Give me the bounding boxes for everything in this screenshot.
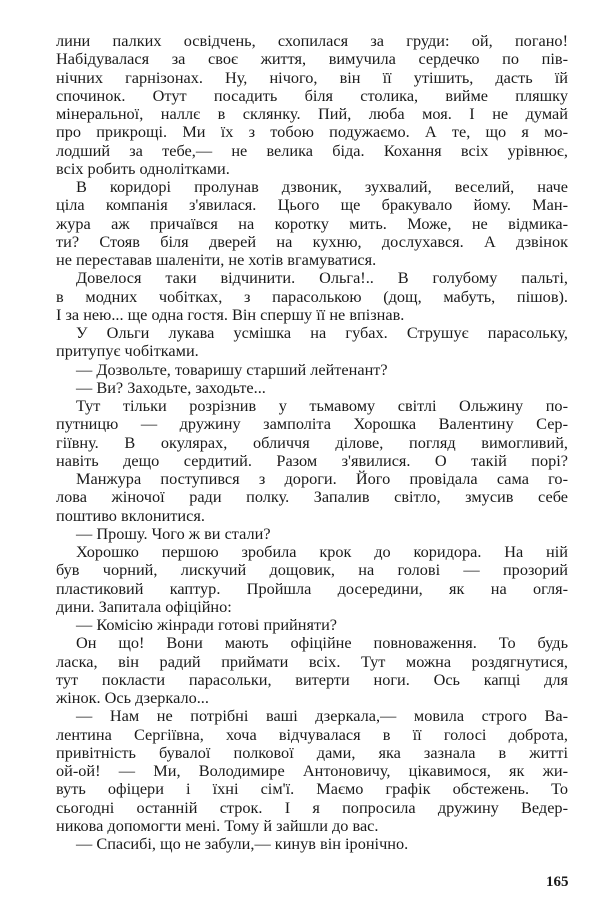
- text-line: поштиво вклонитися.: [56, 505, 205, 525]
- text-line: — Ви? Заходьте, заходьте...: [76, 377, 266, 397]
- text-line: не переставав шаленіти, не хотів вгамуватися.: [56, 250, 377, 269]
- text-line: Хорошко першою зробила крок до коридора. На ній: [76, 542, 568, 561]
- text-line: пластиковий каптур. Пройшла досередини, як на огля-: [56, 578, 568, 598]
- text-line: спочинок. Отут посадить біля столика, вийме пляшку: [56, 85, 568, 105]
- body-text: [56, 32, 568, 853]
- text-line: навіть дещо сердитий. Разом з'явилися. О такій порі?: [56, 450, 568, 470]
- text-line: про прикрощі. Ми їх з тобою подужаємо. А те, що я мо-: [56, 122, 568, 142]
- text-line: був чорний, лискучий дощовик, на голові — прозорий: [56, 560, 568, 580]
- text-line: — Комісію жінради готові прийняти?: [76, 615, 338, 634]
- text-line: ціла компанія з'явилася. Цього ще бракувало йому. Ман-: [56, 195, 568, 215]
- text-line: І за нею... ще одна гостя. Він спершу її не впізнав.: [56, 304, 405, 324]
- text-line: — Дозвольте, товаришу старший лейтенант?: [76, 359, 388, 379]
- text-line: путницю — дружину замполіта Хорошка Валентину Сер-: [56, 414, 568, 434]
- text-line: — Нам не потрібні ваші дзеркала,— мовила строго Ва-: [76, 706, 568, 726]
- text-line: никова допомогти мені. Тому й зайшли до вас.: [56, 815, 379, 835]
- text-line: В коридорі пролунав дзвоник, зухвалий, веселий, наче: [76, 177, 568, 196]
- text-line: — Спасибі, що не забули,— кинув він іронічно.: [76, 834, 409, 853]
- text-line: дини. Запитала офіційно:: [56, 596, 232, 616]
- text-line: Набідувалася за своє життя, вимучила сердечко по пів-: [56, 49, 568, 69]
- text-line: гіївну. В окулярах, обличчя ділове, погляд вимогливий,: [56, 432, 568, 452]
- text-line: лодший за тебе,— не велика біда. Кохання всіх урівнює,: [56, 140, 568, 160]
- text-line: лова жіночої ради полку. Запалив світло, змусив себе: [56, 487, 568, 507]
- text-line: жура аж причаївся на коротку мить. Може, не відмика-: [56, 213, 568, 233]
- text-line: нічних гарнізонах. Ну, нічого, він її утішить, дасть їй: [56, 67, 568, 87]
- text-line: жінок. Ось дзеркало...: [56, 688, 209, 707]
- text-line: притупує чобітками.: [56, 341, 199, 361]
- text-line: ой-ой! — Ми, Володимире Антоновичу, цікавимося, як жи-: [56, 761, 568, 780]
- text-line: сьогодні останній строк. І я попросила дружину Ведер-: [56, 797, 568, 817]
- text-line: ти? Стояв біля дверей на кухню, дослухався. А дзвінок: [56, 231, 568, 251]
- text-line: — Прошу. Чого ж ви стали?: [76, 523, 271, 543]
- text-line: мінеральної, наллє в склянку. Пий, люба моя. І не думай: [56, 104, 568, 123]
- text-line: тут покласти парасольки, витерти ноги. Ось капці для: [56, 669, 568, 689]
- text-line: привітність бувалої полкової дами, яка зазнала в житті: [56, 742, 568, 762]
- text-line: Довелося таки відчинити. Ольга!.. В голубому пальті,: [76, 268, 568, 288]
- text-line: Манжура поступився з дороги. Його провідала сама го-: [76, 469, 568, 488]
- text-line: У Ольги лукава усмішка на губах. Струшує парасольку,: [76, 323, 568, 342]
- text-line: Он що! Вони мають офіційне повноваження. То будь: [76, 633, 568, 653]
- page-number: 165: [546, 874, 569, 890]
- text-line: Тут тільки розрізнив у тьмавому світлі Ольжину по-: [76, 396, 568, 415]
- text-line: в модних чобітках, з парасолькою (дощ, мабуть, пішов).: [56, 286, 568, 306]
- text-line: вуть офіцери і їхні сім'ї. Маємо графік обстежень. То: [56, 779, 568, 799]
- text-line: лентина Сергіївна, хоча відчувалася в її голосі доброта,: [56, 724, 568, 744]
- text-line: всіх робить однолітками.: [56, 158, 230, 178]
- text-line: ласка, він радий приймати всіх. Тут можна роздягнутися,: [56, 651, 568, 671]
- text-line: лини палких освідчень, схопилася за груди: ой, погано!: [56, 31, 568, 50]
